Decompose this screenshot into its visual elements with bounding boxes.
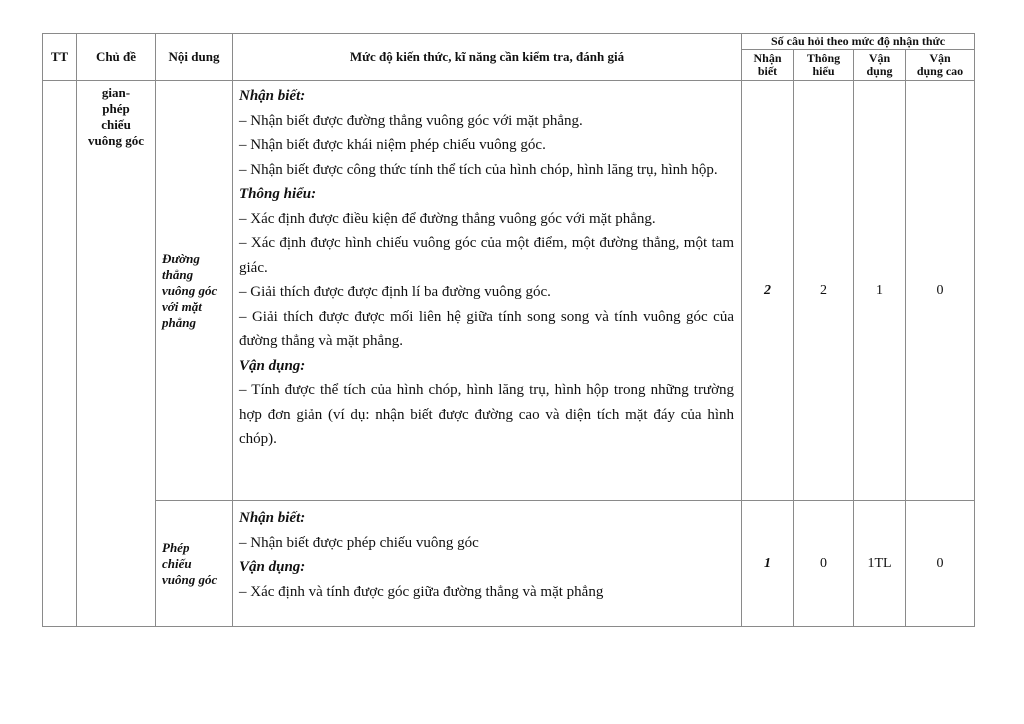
topic-line: gian-: [101, 85, 131, 100]
description-cell: [233, 81, 742, 501]
table-row: [43, 501, 975, 627]
content-cell: [156, 81, 233, 501]
section-title: Vận dụng:: [239, 357, 306, 374]
level-label-line1: Thông: [806, 51, 841, 65]
level-label-line2: biết: [757, 64, 778, 78]
criterion-item: – Xác định được hình chiếu vuông góc của một điểm, một đường thẳng, một tam giác.: [239, 235, 734, 276]
section-title: Thông hiểu:: [239, 186, 317, 202]
content-line: với mặt: [162, 298, 202, 314]
topic-line: chiếu: [101, 117, 131, 132]
count-van-dung: 1TL: [854, 501, 906, 627]
level-label-line1: Nhận: [753, 51, 782, 65]
criterion-item: – Nhận biết được khái niệm phép chiếu vuông góc.: [239, 137, 546, 153]
header-noi-dung: Nội dung: [156, 34, 233, 81]
count-nhan-biet: 1: [742, 501, 794, 627]
count-van-dung: 1: [854, 81, 906, 501]
header-muc-do: Mức độ kiến thức, kĩ năng cần kiểm tra, đánh giá: [233, 34, 742, 81]
content-line: phẳng: [162, 314, 196, 330]
section-title: Vận dụng:: [239, 559, 306, 575]
header-level-nhan-biet: [742, 50, 794, 81]
level-label-line2: hiểu: [812, 64, 835, 78]
topic-line: phép: [102, 101, 130, 116]
header-chu-de: Chủ đề: [77, 34, 156, 81]
content-line: chiếu: [162, 555, 192, 571]
content-line: Đường: [162, 250, 200, 266]
criterion-item: – Tính được thể tích của hình chóp, hình lăng trụ, hình hộp trong những trường hợp đơn giản (ví dụ: nhận biết được đường cao và diện tích mặt đáy của hình chóp).: [239, 382, 734, 447]
description-cell: [233, 501, 742, 627]
section-title: Nhận biết:: [239, 510, 306, 526]
content-line: vuông góc: [162, 571, 218, 587]
criterion-item: – Nhận biết được công thức tính thể tích của hình chóp, hình lăng trụ, hình hộp.: [239, 161, 718, 178]
topic-line: vuông góc: [88, 133, 144, 148]
count-thong-hieu: 2: [794, 81, 854, 501]
tt-cell: [43, 81, 77, 627]
header-level-van-dung-cao: [906, 50, 975, 81]
level-label-line1: Vận: [929, 51, 951, 65]
table-row: [43, 81, 975, 501]
content-cell: [156, 501, 233, 627]
section-title: Nhận biết:: [239, 88, 306, 104]
header-level-thong-hieu: [794, 50, 854, 81]
level-label-line2: dụng cao: [916, 64, 964, 78]
header-tt: TT: [43, 34, 77, 81]
criterion-item: – Giải thích được được mối liên hệ giữa tính song song và tính vuông góc của đường thẳng và mặt phẳng.: [239, 308, 734, 349]
criterion-item: – Nhận biết được đường thẳng vuông góc với mặt phẳng.: [239, 112, 583, 129]
count-van-dung-cao: 0: [906, 81, 975, 501]
criterion-item: – Giải thích được được định lí ba đường vuông góc.: [239, 284, 551, 300]
level-label-line2: dụng: [866, 64, 893, 78]
header-level-van-dung: [854, 50, 906, 81]
content-line: thẳng: [162, 266, 194, 282]
criterion-item: – Xác định và tính được góc giữa đường thẳng và mặt phẳng: [239, 583, 604, 600]
count-thong-hieu: 0: [794, 501, 854, 627]
level-label-line1: Vận: [868, 51, 891, 65]
content-line: Phép: [162, 539, 190, 555]
topic-cell: [77, 81, 156, 627]
count-nhan-biet: 2: [742, 81, 794, 501]
count-van-dung-cao: 0: [906, 501, 975, 627]
matrix-table: [42, 33, 975, 627]
header-so-cau-hoi: Số câu hỏi theo mức độ nhận thức: [742, 34, 975, 50]
content-line: vuông góc: [162, 282, 218, 298]
criterion-item: – Xác định được điều kiện để đường thẳng vuông góc với mặt phẳng.: [239, 210, 656, 227]
criterion-item: – Nhận biết được phép chiếu vuông góc: [239, 534, 479, 551]
